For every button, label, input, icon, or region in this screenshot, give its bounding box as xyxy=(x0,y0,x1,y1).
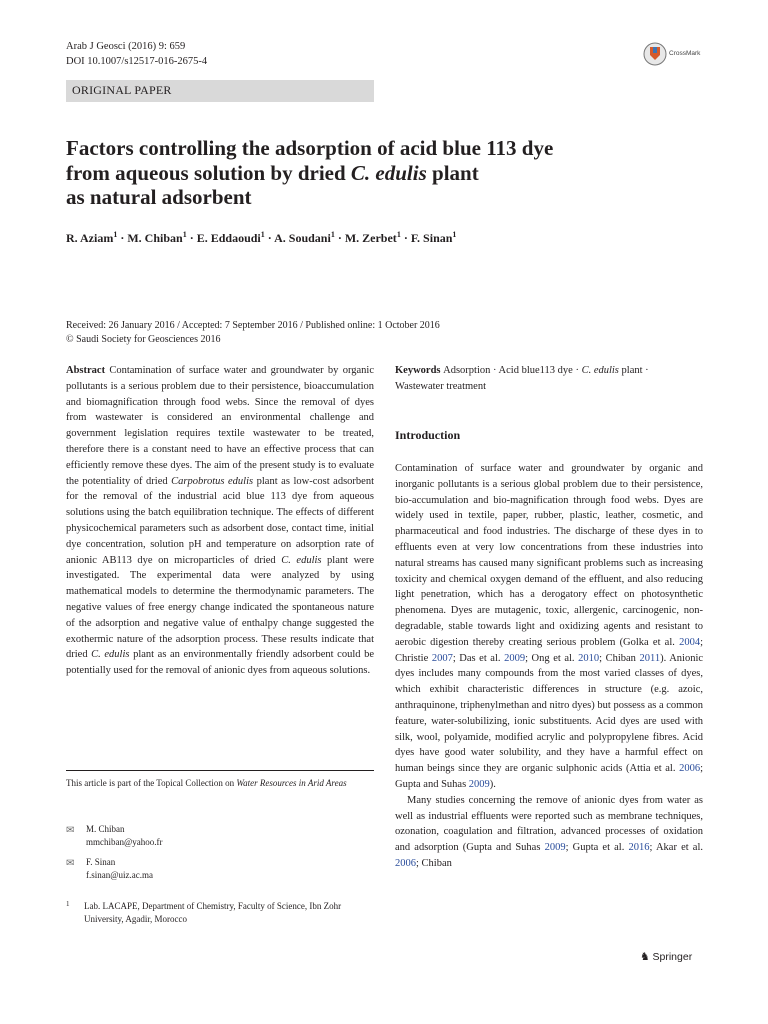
citation-link[interactable]: 2010 xyxy=(578,652,600,664)
envelope-icon: ✉ xyxy=(66,825,75,836)
doi[interactable]: DOI 10.1007/s12517-016-2675-4 xyxy=(66,56,208,67)
crossmark-label: CrossMark xyxy=(669,50,701,57)
footnote-divider xyxy=(66,770,374,771)
citation-link[interactable]: 2009 xyxy=(504,652,526,664)
author-name[interactable]: A. Soudani xyxy=(274,231,331,245)
crossmark-badge[interactable] xyxy=(643,42,723,66)
contact-sinan: ✉ F. Sinan f.sinan@uiz.ac.ma xyxy=(66,857,154,880)
citation-link[interactable]: 2009 xyxy=(544,842,566,854)
publication-dates: Received: 26 January 2016 / Accepted: 7 September 2016 / Published online: 1 October 2016 © Saudi Society for Geosciences 2016 xyxy=(66,320,440,345)
topical-collection-note: This article is part of the Topical Collection on Water Resources in Arid Areas xyxy=(66,778,347,788)
envelope-icon: ✉ xyxy=(66,858,75,869)
author-list: R. Aziam$^1$ · M. Chiban$^1$ · E. Eddaoudi$^1$ · A. Soudani$^1$ · M. Zerbet$^1$ · F. Sinan$^1$ xyxy=(66,230,457,245)
abstract: Abstract Contamination of surface water and groundwater by organic pollutants is a serious problem due to their persistence, bioaccumulation and biomagnification through food webs. Since the removal of dyes from wastewater is considered an environmental challenge and government legislation requires textile wastewater to be treated, therefore there is a constant need to have an effective process that can efficiently remove these dyes. The aim of the present study is to evaluate the potentiality of dried Carpobrotus edulis plant as low-cost adsorbent for the removal of the industrial acid blue 113 dye from aqueous solutions using the batch equilibration technique. The effects of different physicochemical parameters such as adsorbent dose, contact time, initial dye concentration, solution pH and temperature on adsorption rate of anionic AB113 dye on microparticles of dried C. edulis plant were investigated. The experimental data were analyzed by using mathematical models to determine the thermodynamic parameters. The negative values of free energy change indicated the spontaneous nature of the adsorption and negative value of enthalpy change suggested the exothermic nature of the adsorption process. These results indicate that dried C. edulis plant as an environmentally friendly adsorbent could be potentially used for the removal of anionic dyes from aqueous solutions. xyxy=(66,365,375,677)
copyright: © Saudi Society for Geosciences 2016 xyxy=(66,334,221,345)
affiliation: 1 Lab. LACAPE, Department of Chemistry, Faculty of Science, Ibn Zohr University, Agadir, Morocco xyxy=(66,900,342,924)
contact-chiban: ✉ M. Chiban mmchiban@yahoo.fr xyxy=(66,824,163,847)
author-name[interactable]: E. Eddaoudi xyxy=(196,231,261,245)
citation-link[interactable]: 2011 xyxy=(639,652,661,664)
crossmark-icon xyxy=(643,42,667,66)
article-type-banner xyxy=(66,80,374,102)
citation-link[interactable]: 2004 xyxy=(679,636,701,648)
citation-link[interactable]: 2006 xyxy=(679,763,701,775)
citation-link[interactable]: 2009 xyxy=(468,778,490,790)
introduction-body xyxy=(395,461,703,872)
paper-title: Factors controlling the adsorption of acid blue 113 dye from aqueous solution by dried C. edulis plant as natural adsorbent xyxy=(66,136,554,209)
keywords: Keywords Adsorption · Acid blue113 dye · C. edulis plant · Wastewater treatment xyxy=(395,365,649,392)
citation-link[interactable]: 2016 xyxy=(628,842,650,854)
abstract-label: Abstract xyxy=(66,365,106,376)
keywords-label: Keywords xyxy=(395,365,441,376)
section-heading-introduction: Introduction xyxy=(395,428,461,442)
citation-link[interactable]: 2006 xyxy=(395,857,416,869)
email-link[interactable]: f.sinan@uiz.ac.ma xyxy=(86,870,154,880)
intro-paragraph-2: Many studies concerning the remove of anionic dyes from water as well as industrial effluents were reported such as membrane techniques, ozonation, coagulation and filtration, advanced processes of oxidation and adsorption (Gupta and Suhas 2009; Gupta et al. 2016; Akar et al. 2006; Chiban xyxy=(395,794,703,869)
intro-paragraph-1: Contamination of surface water and groundwater by organic and inorganic pollutants is a serious global problem due to their persistence, bio-accumulation and bio-magnification through food webs. Dyes are widely used in textile, paper, rubber, plastic, leather, cosmetic, and pharmaceutical and food industries. The discharge of these dyes in to effluents even at very low concentrations from these industries into natural streams has caused many significant problems such as increasing toxicity and chemical oxygen demand of the effluent, and also reducing light penetration, which has a derogatory effect on photosynthetic phenomena. Dyes are mutagenic, toxic, allergenic, carcinogenic, non-degradable, stable towards light and oxidizing agents and resistant to aerobic digestion thereby creating serious problem (Golka et al. 2004; Christie 2007; Das et al. 2009; Ong et al. 2010; Chiban 2011). Anionic dyes includes many compounds from the most varied classes of dyes, which exhibit characteristic differences in structure (e.g. azoic, anthraquinone, triphenylmethan and nitro dyes) but possess as a common feature, water-solubilizing, ionic substituents. Acid dyes are used with silk, wool, polyamide, modified acrylic and polypropylene fibres. Acid dyes have good water solubility, and they have a harmful effect on human beings since they are organic sulphonic acids (Attia et al. 2006; Gupta and Suhas 2009). xyxy=(395,463,704,790)
email-link[interactable]: mmchiban@yahoo.fr xyxy=(86,837,163,847)
author-name[interactable]: F. Sinan xyxy=(410,231,453,245)
citation-link[interactable]: 2007 xyxy=(431,652,453,664)
author-name[interactable]: M. Chiban xyxy=(127,231,183,245)
author-name[interactable]: M. Zerbet xyxy=(344,231,397,245)
publisher-logo: ♞ Springer xyxy=(640,951,693,963)
author-name[interactable]: R. Aziam xyxy=(66,231,114,245)
article-type-label: ORIGINAL PAPER xyxy=(72,83,172,97)
springer-horse-icon: ♞ xyxy=(640,951,650,963)
journal-citation: Arab J Geosci (2016) 9: 659 xyxy=(66,41,186,52)
